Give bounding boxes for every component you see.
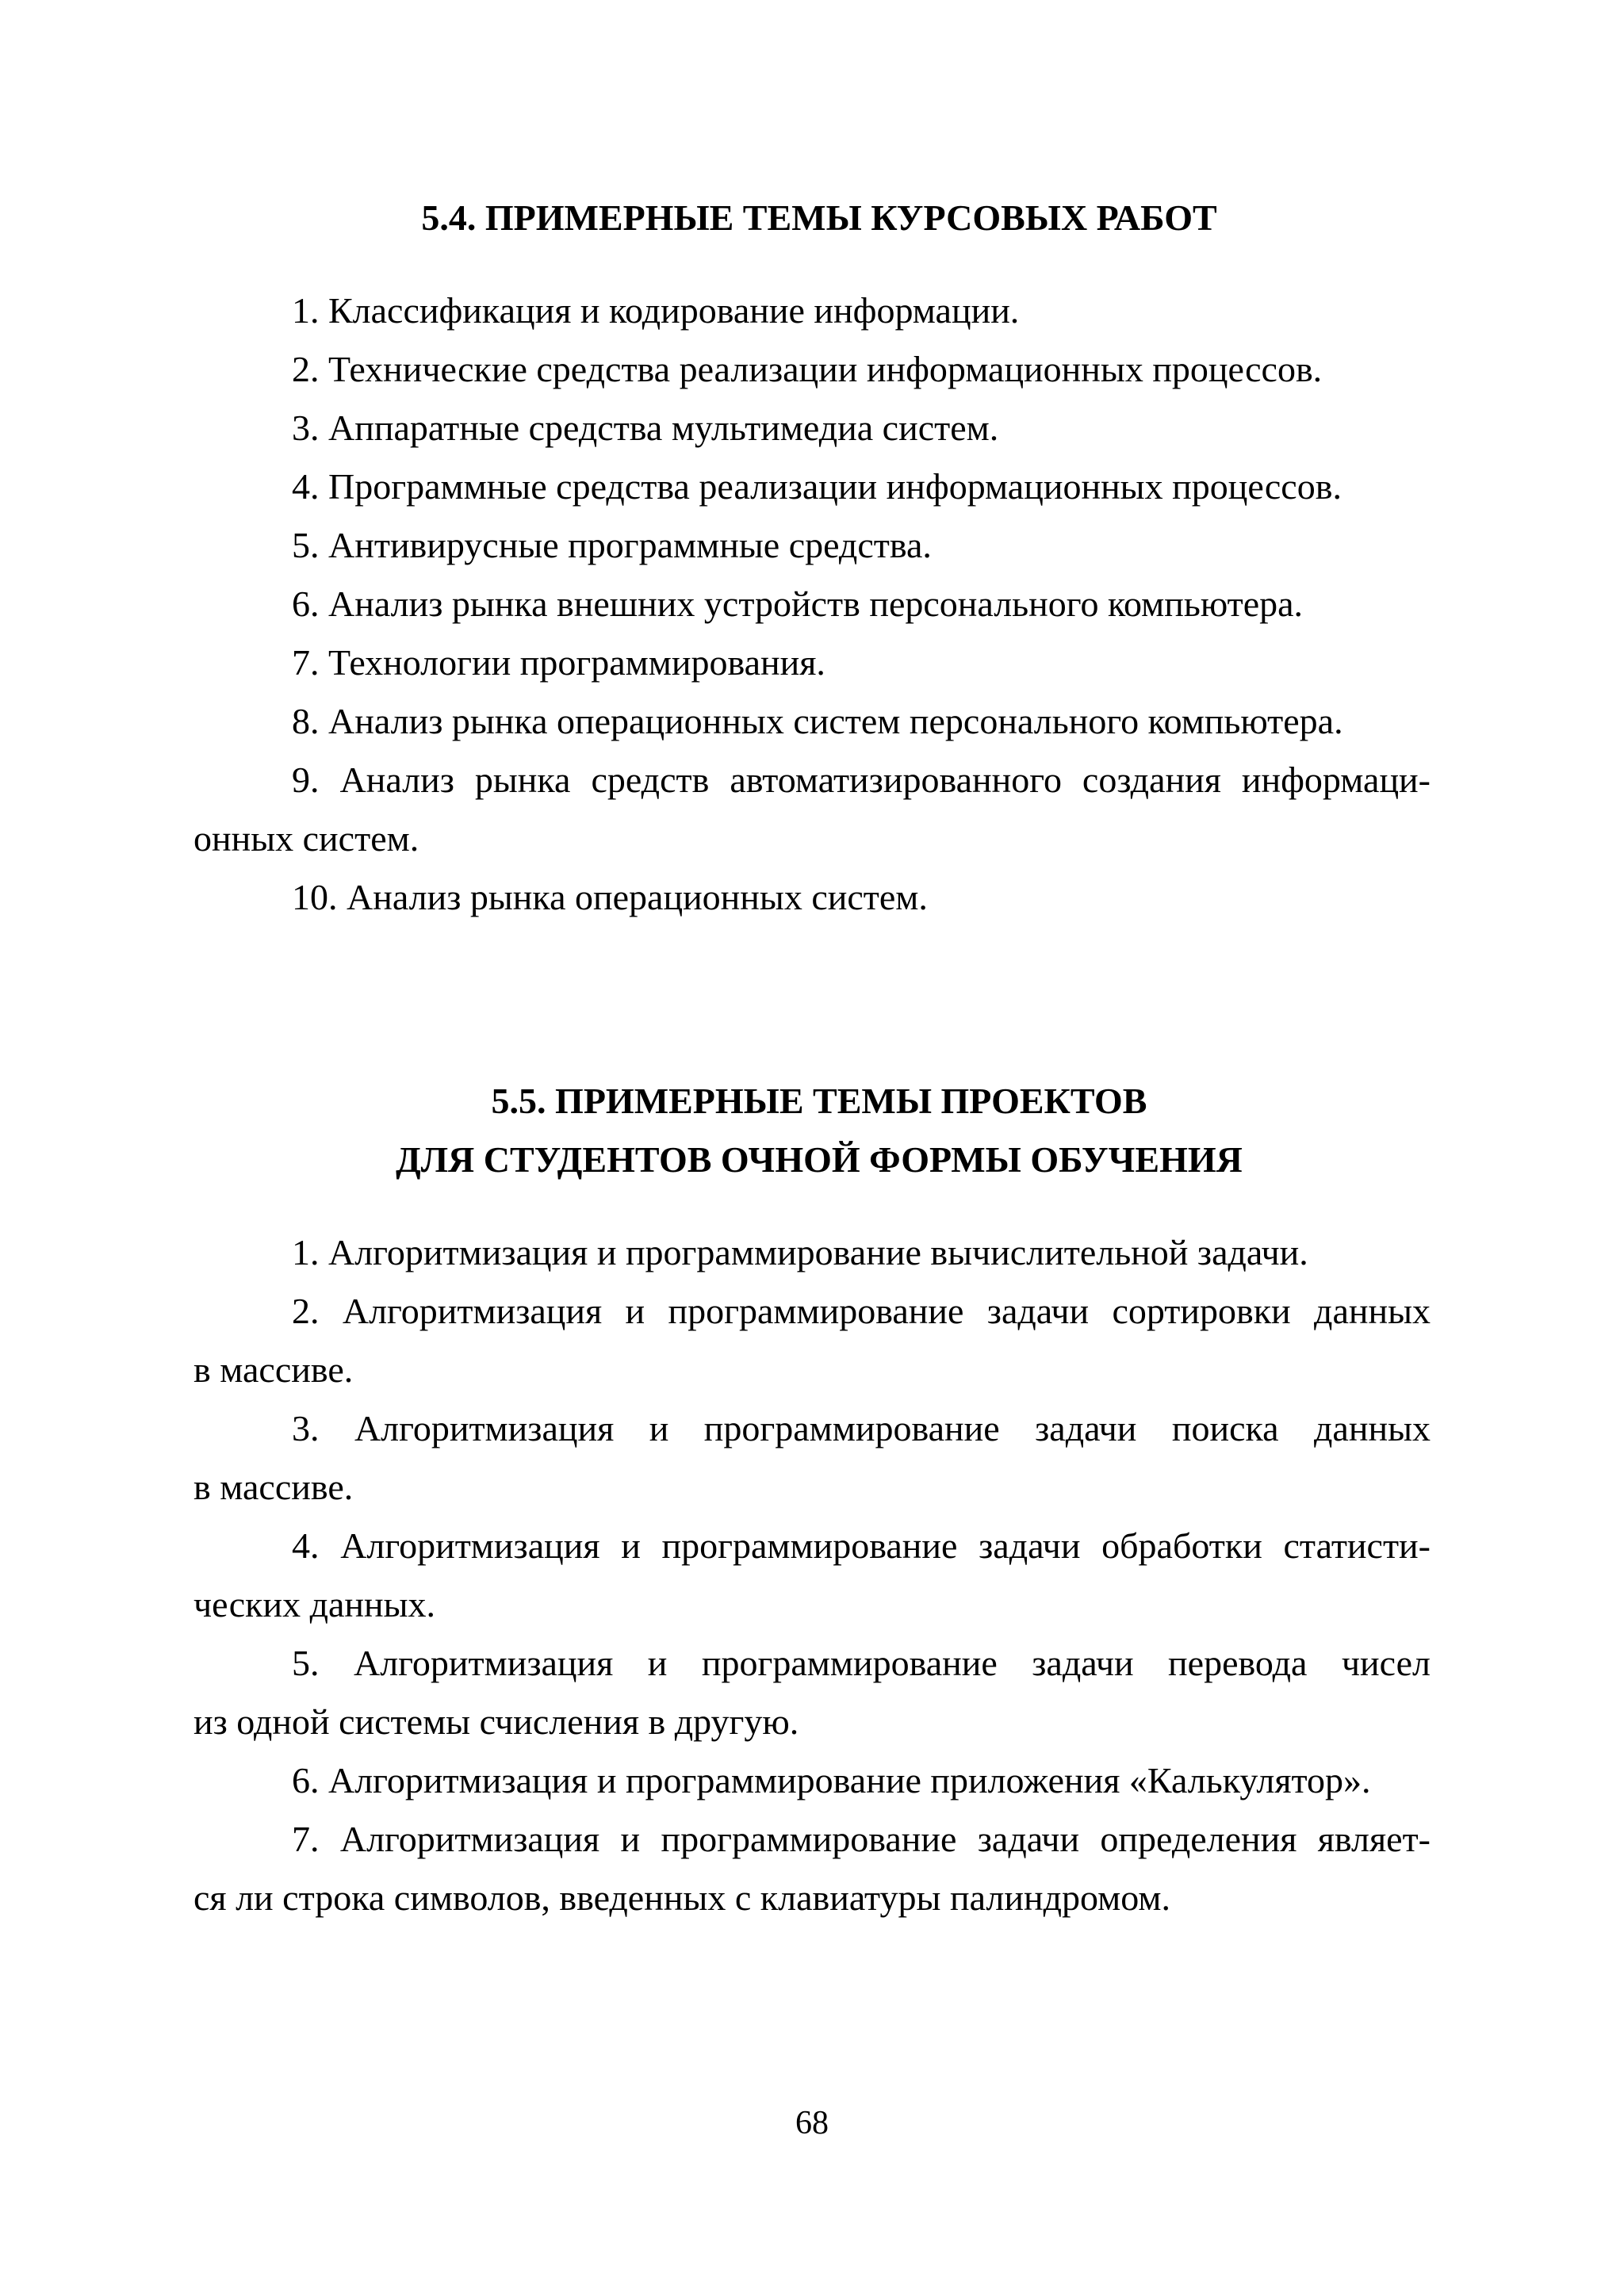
list-item: 5. Алгоритмизация и программирование задачи перевода чисел bbox=[292, 1643, 1431, 1683]
list-item: 8. Анализ рынка операционных систем персонального компьютера. bbox=[292, 701, 1343, 741]
list-item: 6. Алгоритмизация и программирование приложения «Калькулятор». bbox=[292, 1760, 1371, 1800]
section-5-5-title-line-2: ДЛЯ СТУДЕНТОВ ОЧНОЙ ФОРМЫ ОБУЧЕНИЯ bbox=[396, 1139, 1243, 1180]
list-item-continuation: в массиве. bbox=[193, 1349, 354, 1390]
list-item-continuation: в массиве. bbox=[193, 1467, 354, 1507]
list-item: 3. Алгоритмизация и программирование задачи поиска данных bbox=[292, 1408, 1431, 1448]
list-item: 2. Алгоритмизация и программирование задачи сортировки данных bbox=[292, 1291, 1431, 1331]
list-item-continuation: ся ли строка символов, введенных с клавиатуры палиндромом. bbox=[193, 1877, 1170, 1918]
list-item: 7. Алгоритмизация и программирование задачи определения являет- bbox=[292, 1819, 1431, 1859]
list-item: 4. Алгоритмизация и программирование задачи обработки статисти- bbox=[292, 1525, 1431, 1566]
list-item: 2. Технические средства реализации информационных процессов. bbox=[292, 349, 1323, 389]
page-number: 68 bbox=[795, 2105, 829, 2141]
list-item: 5. Антивирусные программные средства. bbox=[292, 525, 932, 565]
list-item-continuation: из одной системы счисления в другую. bbox=[193, 1701, 799, 1742]
list-item: 3. Аппаратные средства мультимедиа систем. bbox=[292, 408, 999, 448]
list-item: 10. Анализ рынка операционных систем. bbox=[292, 877, 928, 917]
section-5-4-title: 5.4. ПРИМЕРНЫЕ ТЕМЫ КУРСОВЫХ РАБОТ bbox=[421, 197, 1217, 238]
section-5-5-title-line-1: 5.5. ПРИМЕРНЫЕ ТЕМЫ ПРОЕКТОВ bbox=[491, 1081, 1147, 1121]
list-item: 1. Алгоритмизация и программирование вычислительной задачи. bbox=[292, 1232, 1308, 1272]
list-item: 1. Классификация и кодирование информации. bbox=[292, 290, 1020, 331]
list-item: 7. Технологии программирования. bbox=[292, 642, 825, 683]
list-item: 6. Анализ рынка внешних устройств персонального компьютера. bbox=[292, 584, 1304, 624]
list-item-continuation: ческих данных. bbox=[193, 1584, 436, 1624]
list-item-continuation: онных систем. bbox=[193, 818, 419, 859]
list-item: 4. Программные средства реализации информационных процессов. bbox=[292, 466, 1342, 507]
list-item: 9. Анализ рынка средств автоматизированного создания информаци- bbox=[292, 760, 1431, 800]
